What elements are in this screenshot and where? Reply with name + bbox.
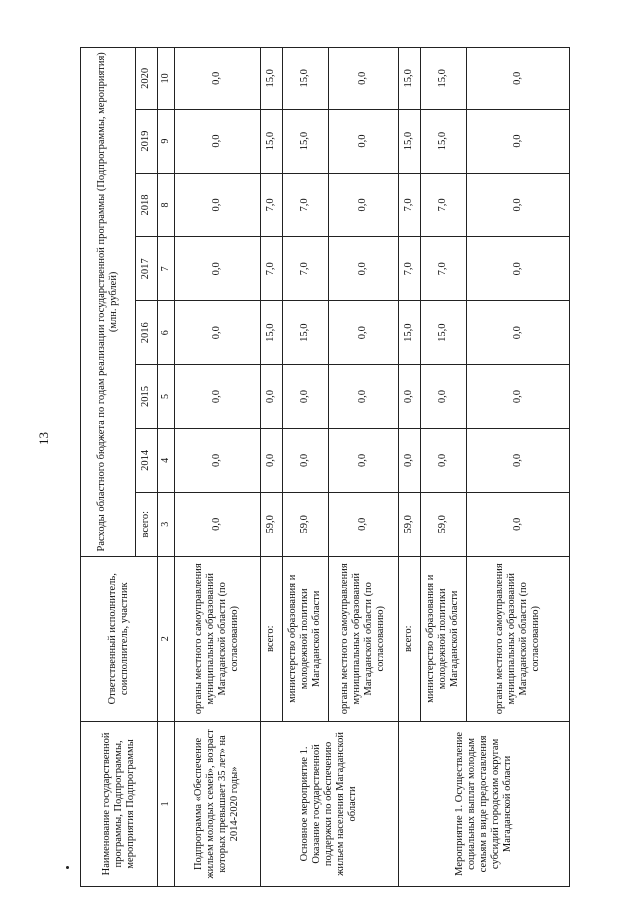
- value-cell: 15,0: [260, 48, 282, 110]
- value-cell: 15,0: [260, 109, 282, 173]
- value-cell: 0,0: [260, 428, 282, 492]
- value-cell: 0,0: [466, 301, 570, 365]
- executor-cell: органы местного самоуправления муниципальных образований Магаданской области (по согласованию): [174, 556, 260, 721]
- value-cell: 15,0: [420, 48, 466, 110]
- index-cell: 9: [158, 109, 175, 173]
- value-cell: 0,0: [466, 48, 570, 110]
- value-cell: 15,0: [282, 48, 328, 110]
- value-cell: 15,0: [398, 109, 420, 173]
- value-cell: 15,0: [260, 301, 282, 365]
- value-cell: 0,0: [466, 428, 570, 492]
- header-year: 2018: [136, 173, 158, 237]
- executor-cell: министерство образования и молодежной политики Магаданской области: [282, 556, 328, 721]
- header-year: 2015: [136, 365, 158, 429]
- value-cell: 7,0: [260, 173, 282, 237]
- header-executor: Ответственный исполнитель, соисполнитель, участник: [81, 556, 158, 721]
- index-cell: 2: [158, 556, 175, 721]
- value-cell: 0,0: [174, 428, 260, 492]
- value-cell: 0,0: [466, 492, 570, 556]
- executor-cell: органы местного самоуправления муниципальных образований Магаданской области (по согласованию): [328, 556, 398, 721]
- value-cell: 0,0: [398, 365, 420, 429]
- value-cell: 0,0: [174, 173, 260, 237]
- value-cell: 15,0: [420, 109, 466, 173]
- value-cell: 59,0: [398, 492, 420, 556]
- value-cell: 15,0: [398, 48, 420, 110]
- value-cell: 15,0: [420, 301, 466, 365]
- value-cell: 7,0: [282, 237, 328, 301]
- value-cell: 59,0: [282, 492, 328, 556]
- value-cell: 0,0: [466, 237, 570, 301]
- value-cell: 0,0: [420, 428, 466, 492]
- value-cell: 0,0: [282, 365, 328, 429]
- value-cell: 7,0: [398, 237, 420, 301]
- value-cell: 7,0: [420, 237, 466, 301]
- value-cell: 0,0: [328, 492, 398, 556]
- value-cell: 0,0: [174, 48, 260, 110]
- header-year: 2019: [136, 109, 158, 173]
- value-cell: 0,0: [466, 109, 570, 173]
- value-cell: 7,0: [260, 237, 282, 301]
- value-cell: 7,0: [282, 173, 328, 237]
- header-budget-group: Расходы областного бюджета по годам реализации государственной программы (Подпрограммы, мероприятия) (млн. рублей): [81, 48, 136, 557]
- index-cell: 4: [158, 428, 175, 492]
- value-cell: 0,0: [466, 365, 570, 429]
- value-cell: 7,0: [420, 173, 466, 237]
- executor-cell: всего:: [398, 556, 420, 721]
- value-cell: 0,0: [328, 365, 398, 429]
- value-cell: 15,0: [282, 301, 328, 365]
- value-cell: 0,0: [260, 365, 282, 429]
- value-cell: 0,0: [174, 492, 260, 556]
- value-cell: 0,0: [328, 237, 398, 301]
- header-year: 2016: [136, 301, 158, 365]
- scan-dot: [66, 866, 69, 869]
- index-cell: 7: [158, 237, 175, 301]
- index-cell: 5: [158, 365, 175, 429]
- value-cell: 15,0: [282, 109, 328, 173]
- index-cell: 3: [158, 492, 175, 556]
- value-cell: 0,0: [328, 48, 398, 110]
- budget-table: [80, 47, 570, 887]
- value-cell: 7,0: [398, 173, 420, 237]
- index-cell: 10: [158, 48, 175, 110]
- activity-name: Основное мероприятие 1. Оказание государственной поддержки по обеспечению жильем населения Магаданской области: [260, 721, 398, 886]
- executor-cell: органы местного самоуправления муниципальных образований Магаданской области (по согласованию): [466, 556, 570, 721]
- executor-cell: всего:: [260, 556, 282, 721]
- value-cell: 0,0: [174, 301, 260, 365]
- value-cell: 0,0: [328, 428, 398, 492]
- value-cell: 0,0: [420, 365, 466, 429]
- index-cell: 8: [158, 173, 175, 237]
- value-cell: 0,0: [282, 428, 328, 492]
- value-cell: 0,0: [466, 173, 570, 237]
- value-cell: 0,0: [328, 173, 398, 237]
- value-cell: 59,0: [420, 492, 466, 556]
- subprogram-name: Подпрограмма «Обеспечение жильем молодых семей», возраст которых превышает 35 лет» на 2014-2020 годы»: [174, 721, 260, 886]
- index-cell: 6: [158, 301, 175, 365]
- header-year: 2017: [136, 237, 158, 301]
- header-total: всего:: [136, 492, 158, 556]
- executor-cell: министерство образования и молодежной политики Магаданской области: [420, 556, 466, 721]
- value-cell: 0,0: [174, 237, 260, 301]
- value-cell: 0,0: [398, 428, 420, 492]
- activity-name: Мероприятие 1. Осуществление социальных выплат молодым семьям в виде предоставления субсидий городским округам Магаданской области: [398, 721, 570, 886]
- page-number: 13: [36, 432, 51, 445]
- header-year: 2020: [136, 48, 158, 110]
- rotated-table-wrapper: [80, 47, 570, 887]
- value-cell: 0,0: [174, 109, 260, 173]
- value-cell: 0,0: [328, 109, 398, 173]
- value-cell: 0,0: [174, 365, 260, 429]
- header-year: 2014: [136, 428, 158, 492]
- value-cell: 59,0: [260, 492, 282, 556]
- value-cell: 0,0: [328, 301, 398, 365]
- index-cell: 1: [158, 721, 175, 886]
- value-cell: 15,0: [398, 301, 420, 365]
- header-name: Наименование государственной программы, Подпрограммы, мероприятия Подпрограммы: [81, 721, 158, 886]
